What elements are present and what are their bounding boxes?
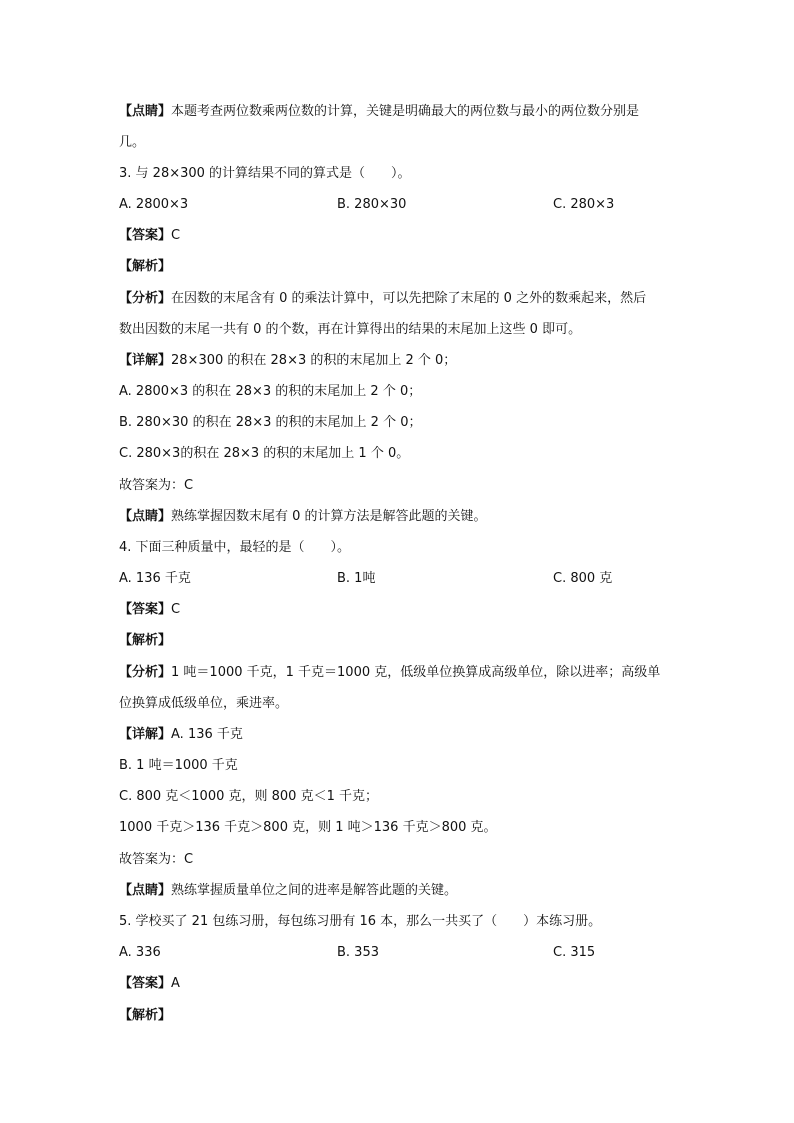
question-4-xiangjie-c: C. 800 克＜1000 克，则 800 克＜1 千克； — [119, 789, 378, 804]
answer-tag: 【答案】 — [119, 976, 172, 991]
question-4-xiangjie — [119, 725, 243, 745]
dianjing-text-continued: 几。 — [119, 135, 146, 150]
xiangjie-text: 28×300 的积在 28×3 的积的末尾加上 2 个 0； — [171, 353, 457, 368]
question-4-xiangjie-b: B. 1 吨＝1000 千克 — [119, 758, 238, 773]
question-5-stem: 5. 学校买了 21 包练习册，每包练习册有 16 本，那么一共买了（ ）本练习册。 — [119, 914, 602, 929]
answer-tag: 【答案】 — [119, 228, 172, 243]
question-3-xiangjie — [119, 351, 456, 371]
question-5-answer — [119, 974, 180, 994]
question-5-option-a: A. 336 — [119, 945, 161, 960]
question-3-answer — [119, 226, 180, 246]
dianjing-text: 熟练掌握因数末尾有 0 的计算方法是解答此题的关键。 — [171, 509, 487, 524]
question-3-dianjing — [119, 507, 487, 527]
answer-value: A — [171, 976, 180, 991]
question-3-conclusion: 故答案为：C — [119, 478, 194, 493]
question-5-option-c: C. 315 — [553, 945, 596, 960]
dianjing-text: 熟练掌握质量单位之间的进率是解答此题的关键。 — [171, 883, 458, 898]
question-3-option-c: C. 280×3 — [553, 197, 615, 212]
dianjing-line — [119, 102, 639, 122]
question-4-answer — [119, 600, 180, 620]
fenxi-tag: 【分析】 — [119, 665, 172, 680]
question-3-analysis-heading: 【解析】 — [119, 259, 172, 274]
question-4-stem: 4. 下面三种质量中，最轻的是（ ）。 — [119, 540, 351, 555]
fenxi-tag: 【分析】 — [119, 291, 172, 306]
question-4-dianjing — [119, 881, 457, 901]
question-3-xiangjie-a: A. 2800×3 的积在 28×3 的积的末尾加上 2 个 0； — [119, 384, 422, 399]
question-3-xiangjie-b: B. 280×30 的积在 28×3 的积的末尾加上 2 个 0； — [119, 415, 422, 430]
dianjing-tag: 【点睛】 — [119, 509, 172, 524]
answer-value: C — [171, 228, 181, 243]
question-3-fenxi — [119, 289, 646, 309]
question-3-option-b: B. 280×30 — [337, 197, 407, 212]
dianjing-tag: 【点睛】 — [119, 883, 172, 898]
question-4-conclusion: 故答案为：C — [119, 852, 194, 867]
question-4-xiangjie-compare: 1000 千克＞136 千克＞800 克，则 1 吨＞136 千克＞800 克。 — [119, 820, 497, 835]
question-3-xiangjie-c: C. 280×3的积在 28×3 的积的末尾加上 1 个 0。 — [119, 446, 410, 461]
question-3-stem: 3. 与 28×300 的计算结果不同的算式是（ ）。 — [119, 166, 411, 181]
question-3-fenxi-continued: 数出因数的末尾一共有 0 的个数，再在计算得出的结果的末尾加上这些 0 即可。 — [119, 322, 582, 337]
xiangjie-tag: 【详解】 — [119, 353, 172, 368]
xiangjie-text: A. 136 千克 — [171, 727, 243, 742]
answer-value: C — [171, 602, 181, 617]
fenxi-text: 在因数的末尾含有 0 的乘法计算中，可以先把除了末尾的 0 之外的数乘起来，然后 — [171, 291, 647, 306]
answer-tag: 【答案】 — [119, 602, 172, 617]
question-4-fenxi — [119, 663, 660, 683]
fenxi-text: 1 吨＝1000 千克，1 千克＝1000 克，低级单位换算成高级单位，除以进率；高级单 — [171, 665, 661, 680]
question-5-option-b: B. 353 — [337, 945, 379, 960]
question-4-option-c: C. 800 克 — [553, 571, 613, 586]
dianjing-tag: 【点睛】 — [119, 104, 172, 119]
question-3-option-a: A. 2800×3 — [119, 197, 189, 212]
question-5-analysis-heading: 【解析】 — [119, 1008, 172, 1023]
question-4-option-b: B. 1吨 — [337, 571, 376, 586]
question-4-option-a: A. 136 千克 — [119, 571, 191, 586]
dianjing-text: 本题考查两位数乘两位数的计算，关键是明确最大的两位数与最小的两位数分别是 — [171, 104, 640, 119]
question-4-analysis-heading: 【解析】 — [119, 633, 172, 648]
xiangjie-tag: 【详解】 — [119, 727, 172, 742]
question-4-fenxi-continued: 位换算成低级单位，乘进率。 — [119, 696, 289, 711]
